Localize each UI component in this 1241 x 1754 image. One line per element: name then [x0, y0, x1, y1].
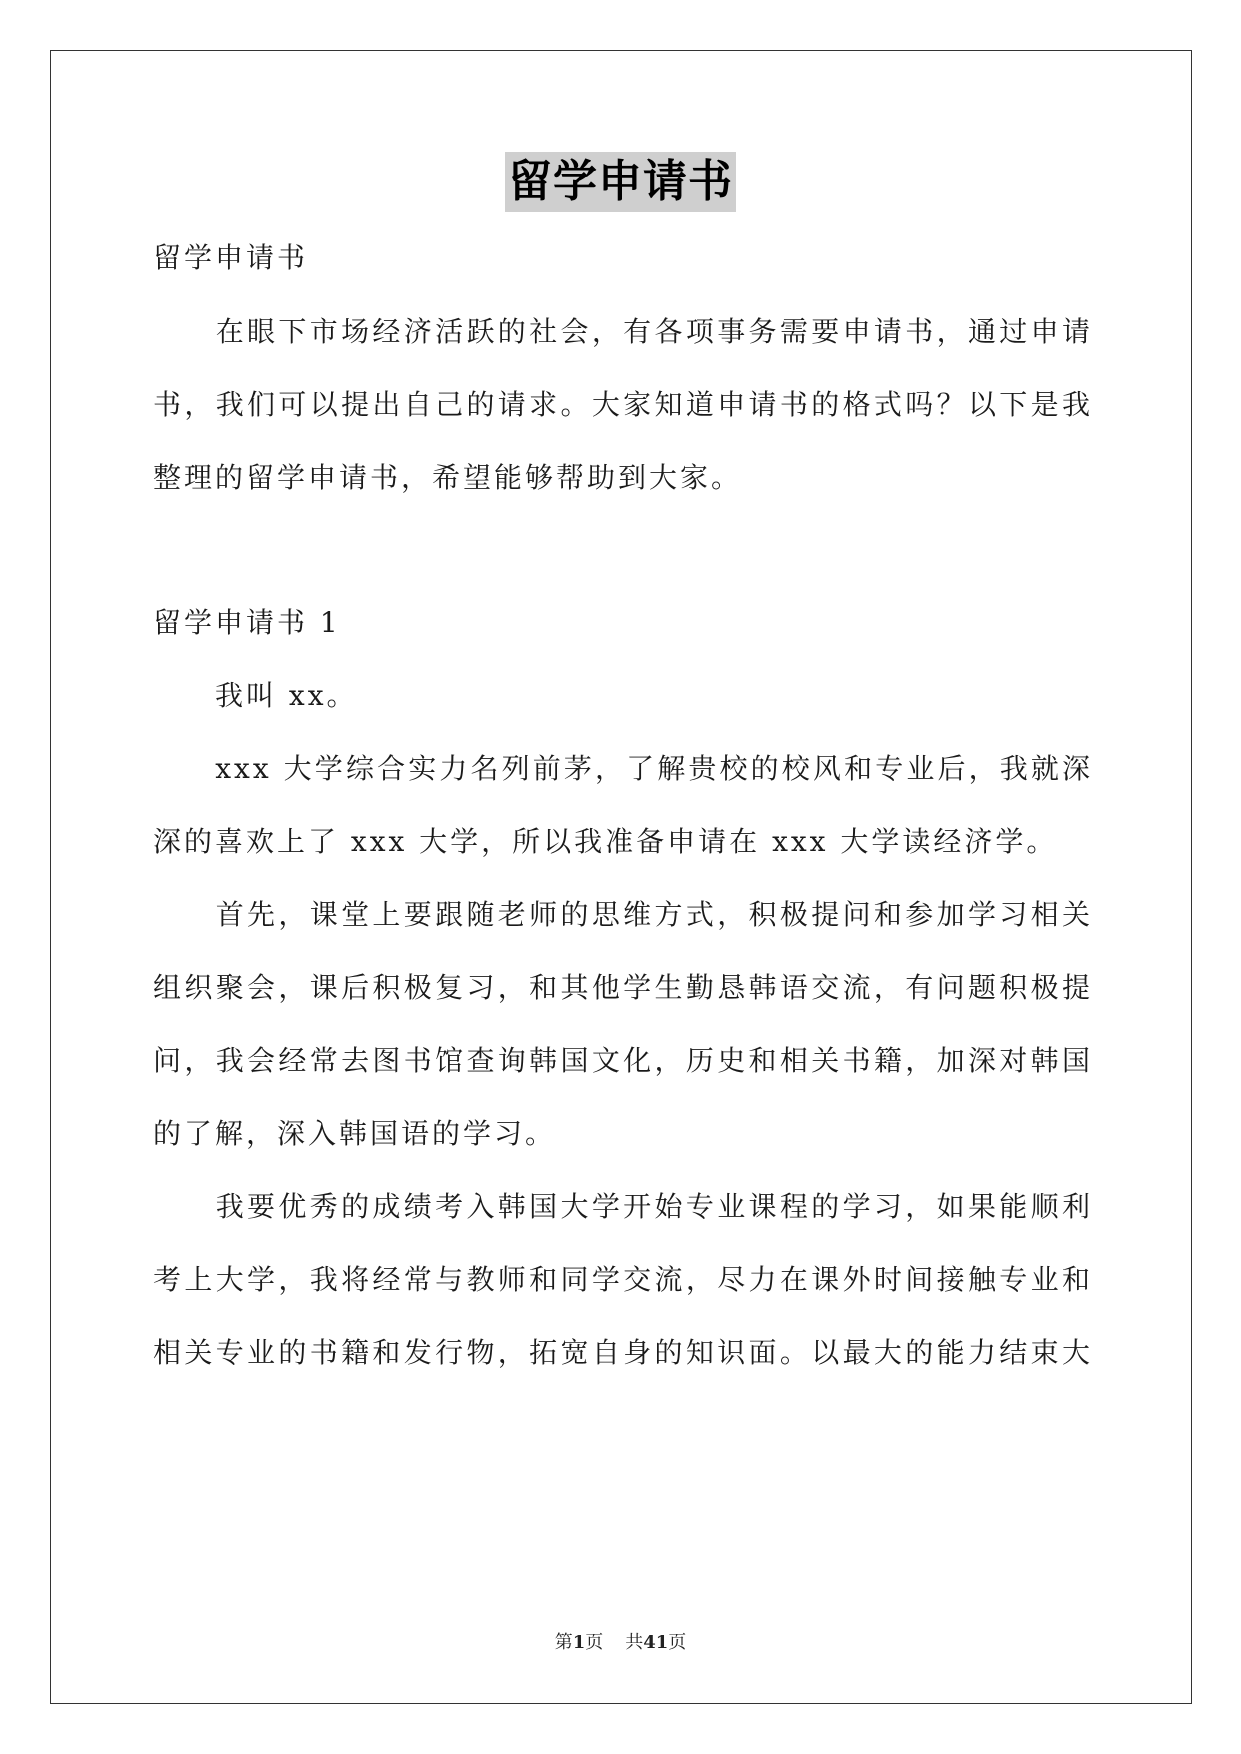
- total-suffix: 页: [668, 1632, 687, 1653]
- paragraph-line: 问，我会经常去图书馆查询韩国文化，历史和相关书籍，加深对韩国: [153, 1044, 1093, 1077]
- paragraph-line: 书，我们可以提出自己的请求。大家知道申请书的格式吗？以下是我: [153, 388, 1093, 421]
- paragraph-line: 在眼下市场经济活跃的社会，有各项事务需要申请书，通过申请: [153, 315, 1093, 348]
- paragraph-line: 的了解，深入韩国语的学习。: [153, 1117, 557, 1150]
- page-footer: [0, 1628, 1241, 1654]
- document-title: 留学申请书: [505, 152, 736, 212]
- paragraph-line: 首先，课堂上要跟随老师的思维方式，积极提问和参加学习相关: [153, 898, 1093, 931]
- section-heading: 留学申请书 1: [153, 606, 341, 639]
- paragraph-line: 我叫 xx。: [153, 679, 358, 712]
- paragraph-line: 相关专业的书籍和发行物，拓宽自身的知识面。以最大的能力结束大: [153, 1336, 1093, 1369]
- page-number: 1: [572, 1632, 586, 1653]
- paragraph-line: 我要优秀的成绩考入韩国大学开始专业课程的学习，如果能顺利: [153, 1190, 1093, 1223]
- page-border: [50, 50, 1192, 1704]
- page-prefix: 第: [554, 1632, 573, 1653]
- section-heading: 留学申请书: [153, 241, 309, 274]
- total-prefix: 共: [625, 1632, 644, 1653]
- page-suffix: 页: [585, 1632, 604, 1653]
- total-pages: 41: [643, 1632, 669, 1653]
- paragraph-line: 整理的留学申请书，希望能够帮助到大家。: [153, 461, 743, 494]
- paragraph-line: 深的喜欢上了 xxx 大学，所以我准备申请在 xxx 大学读经济学。: [153, 825, 1058, 858]
- title-container: [0, 152, 1241, 212]
- paragraph-line: 考上大学，我将经常与教师和同学交流，尽力在课外时间接触专业和: [153, 1263, 1093, 1296]
- paragraph-line: 组织聚会，课后积极复习，和其他学生勤恳韩语交流，有问题积极提: [153, 971, 1093, 1004]
- paragraph-line: xxx 大学综合实力名列前茅，了解贵校的校风和专业后，我就深: [153, 752, 1093, 785]
